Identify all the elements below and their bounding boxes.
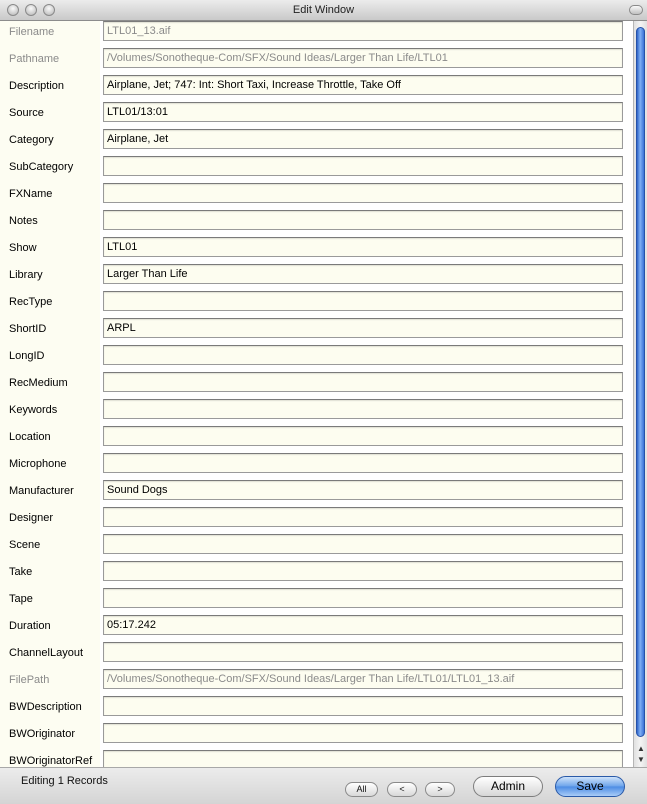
field-label-location: Location xyxy=(9,431,51,443)
admin-button[interactable]: Admin xyxy=(473,776,543,797)
field-row-longid xyxy=(0,343,633,370)
field-row-duration xyxy=(0,613,633,640)
field-row-shortid xyxy=(0,316,633,343)
field-row-tape xyxy=(0,586,633,613)
field-label-tape: Tape xyxy=(9,593,33,605)
field-row-manufacturer xyxy=(0,478,633,505)
metadata-form xyxy=(0,21,633,767)
source-field[interactable]: LTL01/13:01 xyxy=(103,102,623,122)
category-field[interactable]: Airplane, Jet xyxy=(103,129,623,149)
minimize-window-icon[interactable] xyxy=(25,4,37,16)
field-row-rectype xyxy=(0,289,633,316)
field-label-filepath: FilePath xyxy=(9,674,50,686)
field-label-bworiginator: BWOriginator xyxy=(9,728,76,740)
description-field[interactable]: Airplane, Jet; 747: Int: Short Taxi, Increase Throttle, Take Off xyxy=(103,75,623,95)
field-row-library xyxy=(0,262,633,289)
fxname-field[interactable] xyxy=(103,183,623,203)
field-label-rectype: RecType xyxy=(9,296,53,308)
field-row-pathname xyxy=(0,46,633,73)
field-label-scene: Scene xyxy=(9,539,41,551)
rectype-field[interactable] xyxy=(103,291,623,311)
field-label-designer: Designer xyxy=(9,512,54,524)
field-label-longid: LongID xyxy=(9,350,45,362)
field-label-filename: Filename xyxy=(9,26,55,38)
all-records-button[interactable]: All xyxy=(345,782,378,797)
scroll-up-arrow-icon[interactable]: ▲ xyxy=(637,744,645,753)
field-row-fxname xyxy=(0,181,633,208)
field-label-notes: Notes xyxy=(9,215,38,227)
field-row-description xyxy=(0,73,633,100)
field-label-take: Take xyxy=(9,566,33,578)
bworiginator-field[interactable] xyxy=(103,723,623,743)
field-row-take xyxy=(0,559,633,586)
field-row-bwdescription xyxy=(0,694,633,721)
field-label-bworiginatorref: BWOriginatorRef xyxy=(9,755,93,767)
channellayout-field[interactable] xyxy=(103,642,623,662)
field-label-show: Show xyxy=(9,242,37,254)
field-label-channellayout: ChannelLayout xyxy=(9,647,84,659)
tape-field[interactable] xyxy=(103,588,623,608)
field-row-category xyxy=(0,127,633,154)
window-controls xyxy=(7,4,55,16)
field-row-scene xyxy=(0,532,633,559)
bworiginatorref-field[interactable] xyxy=(103,750,623,767)
field-row-filename xyxy=(0,21,633,46)
field-label-shortid: ShortID xyxy=(9,323,47,335)
field-row-bworiginator xyxy=(0,721,633,748)
toolbar-toggle-icon[interactable] xyxy=(629,5,643,15)
manufacturer-field[interactable]: Sound Dogs xyxy=(103,480,623,500)
shortid-field[interactable]: ARPL xyxy=(103,318,623,338)
keywords-field[interactable] xyxy=(103,399,623,419)
field-label-pathname: Pathname xyxy=(9,53,60,65)
vertical-scrollbar[interactable] xyxy=(633,21,647,767)
field-row-filepath xyxy=(0,667,633,694)
field-label-description: Description xyxy=(9,80,65,92)
close-window-icon[interactable] xyxy=(7,4,19,16)
field-row-source xyxy=(0,100,633,127)
designer-field[interactable] xyxy=(103,507,623,527)
location-field[interactable] xyxy=(103,426,623,446)
window-title: Edit Window xyxy=(292,4,355,16)
microphone-field[interactable] xyxy=(103,453,623,473)
next-record-button[interactable]: > xyxy=(425,782,455,797)
field-label-duration: Duration xyxy=(9,620,51,632)
scene-field[interactable] xyxy=(103,534,623,554)
scrollbar-thumb[interactable] xyxy=(636,27,645,737)
field-row-microphone xyxy=(0,451,633,478)
field-row-subcategory xyxy=(0,154,633,181)
zoom-window-icon[interactable] xyxy=(43,4,55,16)
filepath-field: /Volumes/Sonotheque-Com/SFX/Sound Ideas/Larger Than Life/LTL01/LTL01_13.aif xyxy=(103,669,623,689)
recmedium-field[interactable] xyxy=(103,372,623,392)
show-field[interactable]: LTL01 xyxy=(103,237,623,257)
library-field[interactable]: Larger Than Life xyxy=(103,264,623,284)
duration-field[interactable]: 05:17.242 xyxy=(103,615,623,635)
field-row-keywords xyxy=(0,397,633,424)
field-row-location xyxy=(0,424,633,451)
field-label-microphone: Microphone xyxy=(9,458,67,470)
field-label-library: Library xyxy=(9,269,43,281)
field-label-subcategory: SubCategory xyxy=(9,161,74,173)
field-row-bworiginatorref xyxy=(0,748,633,767)
longid-field[interactable] xyxy=(103,345,623,365)
field-row-show xyxy=(0,235,633,262)
footer-bar xyxy=(0,767,647,804)
field-row-channellayout xyxy=(0,640,633,667)
bwdescription-field[interactable] xyxy=(103,696,623,716)
field-row-notes xyxy=(0,208,633,235)
field-label-source: Source xyxy=(9,107,44,119)
field-label-recmedium: RecMedium xyxy=(9,377,68,389)
filename-field: LTL01_13.aif xyxy=(103,21,623,41)
status-text: Editing 1 Records xyxy=(21,775,108,787)
field-label-manufacturer: Manufacturer xyxy=(9,485,74,497)
take-field[interactable] xyxy=(103,561,623,581)
pathname-field: /Volumes/Sonotheque-Com/SFX/Sound Ideas/Larger Than Life/LTL01 xyxy=(103,48,623,68)
notes-field[interactable] xyxy=(103,210,623,230)
field-label-keywords: Keywords xyxy=(9,404,58,416)
field-label-bwdescription: BWDescription xyxy=(9,701,82,713)
scroll-down-arrow-icon[interactable]: ▼ xyxy=(637,755,645,764)
field-row-recmedium xyxy=(0,370,633,397)
field-row-designer xyxy=(0,505,633,532)
field-label-fxname: FXName xyxy=(9,188,53,200)
previous-record-button[interactable]: < xyxy=(387,782,417,797)
field-label-category: Category xyxy=(9,134,54,146)
subcategory-field[interactable] xyxy=(103,156,623,176)
title-bar xyxy=(0,0,647,21)
save-button[interactable]: Save xyxy=(555,776,625,797)
